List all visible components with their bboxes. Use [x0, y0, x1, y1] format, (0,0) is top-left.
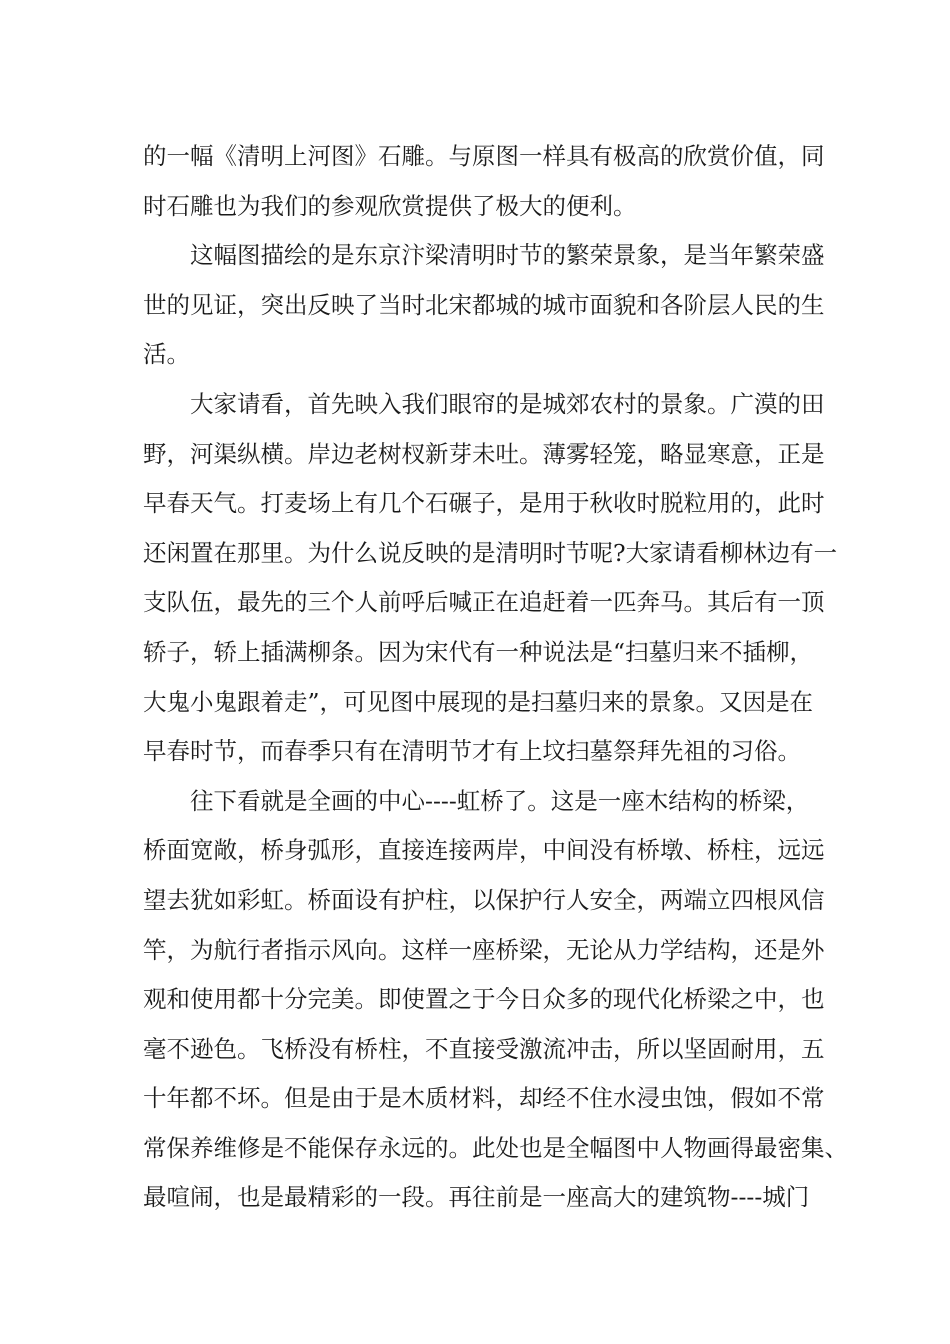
text-line: 野，河渠纵横。岸边老树杈新芽未吐。薄雾轻笼，略显寒意，正是 [143, 439, 825, 468]
text-line: 桥面宽敞，桥身弧形，直接连接两岸，中间没有桥墩、桥柱，远远 [143, 836, 825, 865]
text-line: 活。 [143, 340, 190, 369]
text-line: 时石雕也为我们的参观欣赏提供了极大的便利。 [143, 191, 637, 220]
text-line: 的一幅《清明上河图》石雕。与原图一样具有极高的欣赏价值，同 [143, 142, 825, 170]
text-line: 大家请看，首先映入我们眼帘的是城郊农村的景象。广漠的田 [190, 389, 825, 418]
text-line: 早春天气。打麦场上有几个石碾子，是用于秋收时脱粒用的，此时 [143, 489, 825, 518]
text-line: 世的见证，突出反映了当时北宋都城的城市面貌和各阶层人民的生 [143, 290, 825, 319]
text-line: 竿，为航行者指示风向。这样一座桥梁，无论从力学结构，还是外 [143, 935, 825, 964]
text-line: 观和使用都十分完美。即使置之于今日众多的现代化桥梁之中，也 [143, 985, 825, 1014]
text-line: 轿子，轿上插满柳条。因为宋代有一种说法是“扫墓归来不插柳， [143, 637, 814, 666]
text-line: 往下看就是全画的中心----虹桥了。这是一座木结构的桥梁， [190, 786, 810, 815]
body-text [143, 132, 848, 1223]
text-line: 还闲置在那里。为什么说反映的是清明时节呢?大家请看柳林边有一 [143, 538, 838, 567]
text-line: 望去犹如彩虹。桥面设有护柱，以保护行人安全，两端立四根风信 [143, 885, 825, 914]
text-line: 早春时节，而春季只有在清明节才有上坟扫墓祭拜先祖的习俗。 [143, 737, 801, 766]
text-line: 支队伍，最先的三个人前呼后喊正在追赶着一匹奔马。其后有一顶 [143, 588, 825, 617]
text-line: 常保养维修是不能保存永远的。此处也是全幅图中人物画得最密集、 [143, 1133, 848, 1162]
text-line: 大鬼小鬼跟着走”，可见图中展现的是扫墓归来的景象。又因是在 [143, 687, 814, 716]
text-line: 最喧闹，也是最精彩的一段。再往前是一座高大的建筑物----城门 [143, 1183, 810, 1212]
text-line: 这幅图描绘的是东京汴梁清明时节的繁荣景象，是当年繁荣盛 [190, 241, 825, 270]
text-line: 十年都不坏。但是由于是木质材料，却经不住水浸虫蚀，假如不常 [143, 1084, 825, 1113]
text-line: 毫不逊色。飞桥没有桥柱，不直接受激流冲击，所以坚固耐用，五 [143, 1034, 825, 1063]
